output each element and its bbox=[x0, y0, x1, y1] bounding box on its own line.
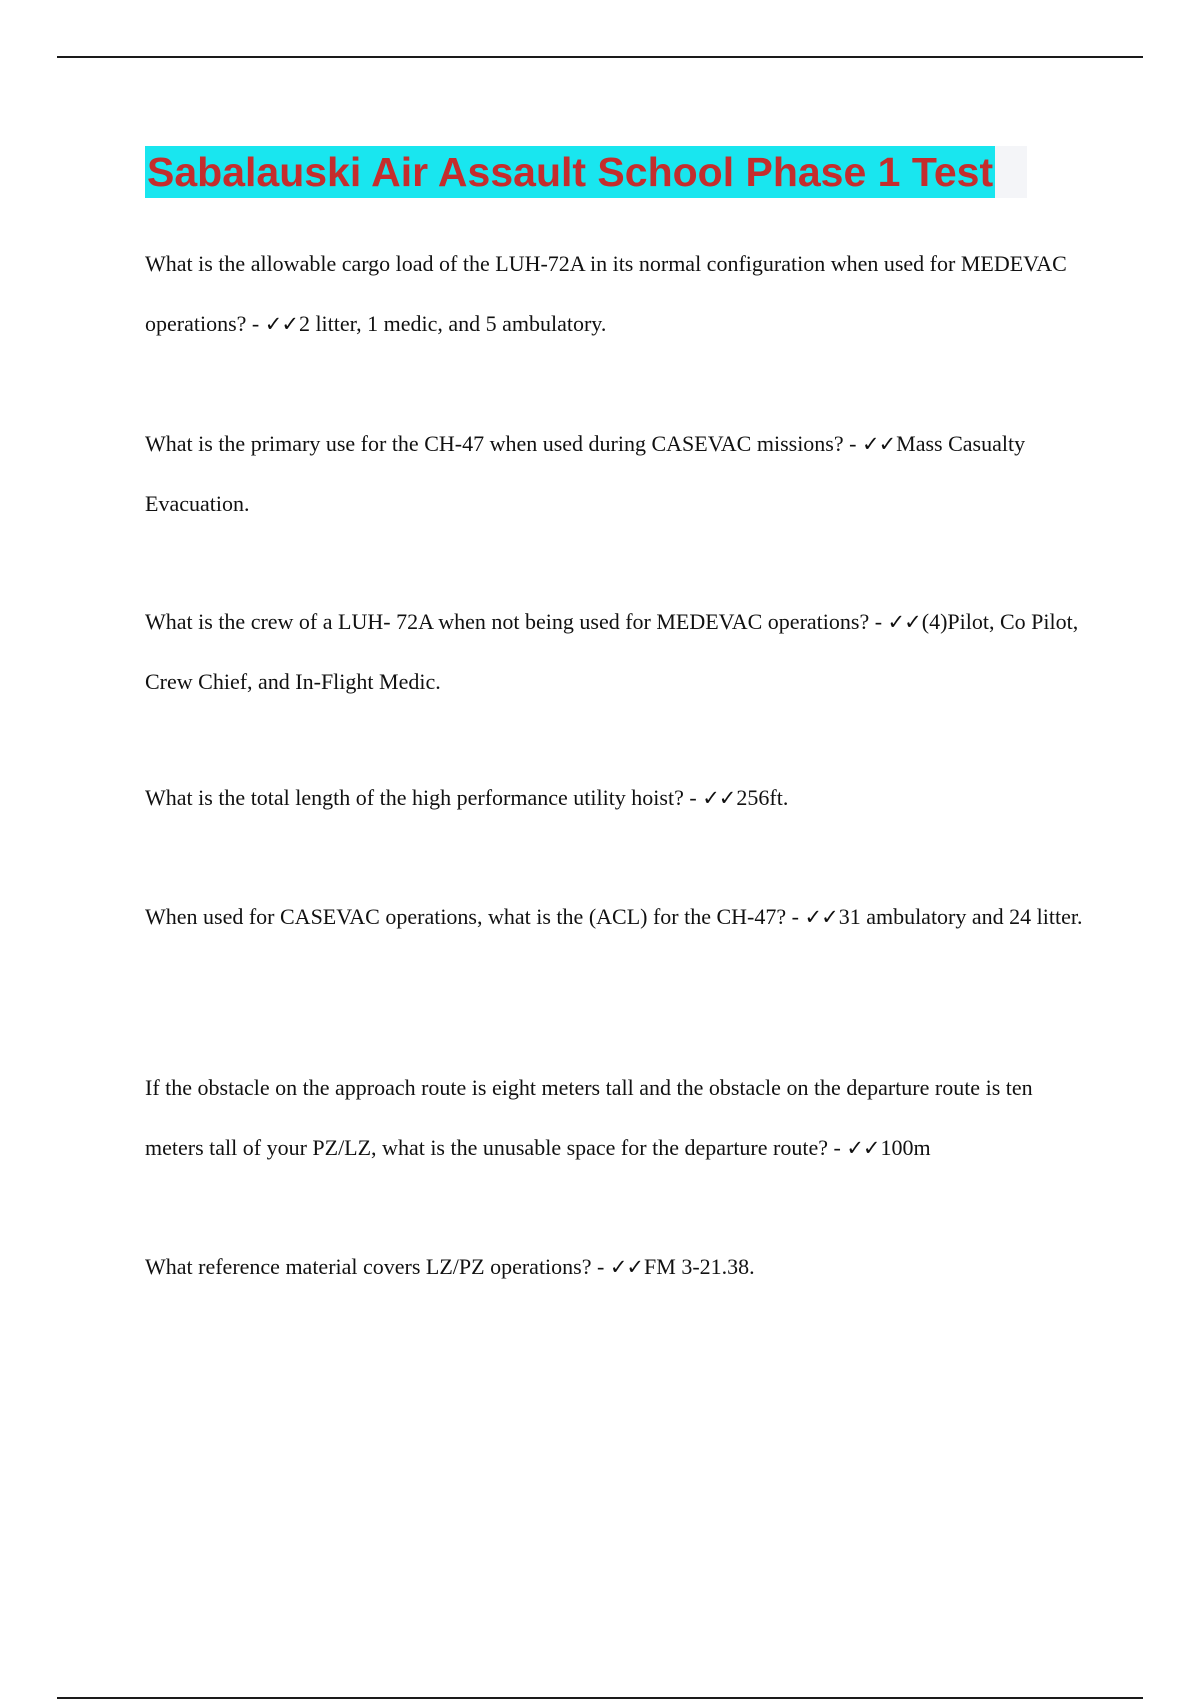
question-text: When used for CASEVAC operations, what is the (ACL) for the CH-47? - bbox=[145, 904, 805, 929]
qa-item bbox=[145, 768, 1095, 828]
page-title: Sabalauski Air Assault School Phase 1 Test bbox=[145, 146, 995, 198]
qa-item bbox=[145, 414, 1095, 534]
double-check-icon: ✓✓ bbox=[264, 312, 298, 336]
double-check-icon: ✓✓ bbox=[887, 610, 921, 634]
answer-text: 31 ambulatory and 24 litter. bbox=[838, 904, 1083, 929]
double-check-icon: ✓✓ bbox=[846, 1136, 880, 1160]
qa-item bbox=[145, 887, 1095, 947]
qa-item bbox=[145, 1058, 1095, 1178]
title-highlight-tail bbox=[995, 146, 1027, 198]
qa-item bbox=[145, 234, 1095, 354]
qa-item bbox=[145, 1237, 1095, 1297]
double-check-icon: ✓✓ bbox=[609, 1255, 644, 1279]
question-text: What is the primary use for the CH-47 when used during CASEVAC missions? - bbox=[145, 431, 862, 456]
question-text: What is the crew of a LUH- 72A when not being used for MEDEVAC operations? - bbox=[145, 609, 888, 634]
bottom-rule bbox=[57, 1697, 1143, 1699]
double-check-icon: ✓✓ bbox=[861, 432, 896, 456]
question-text: What is the allowable cargo load of the LUH-72A in its normal configuration when used for MEDEVAC operations? - bbox=[145, 251, 1067, 336]
answer-text: FM 3-21.38. bbox=[644, 1254, 755, 1279]
answer-text: 100m bbox=[880, 1135, 931, 1160]
answer-text: 2 litter, 1 medic, and 5 ambulatory. bbox=[298, 311, 607, 336]
double-check-icon: ✓✓ bbox=[804, 905, 838, 929]
question-text: What reference material covers LZ/PZ operations? - bbox=[145, 1254, 610, 1279]
qa-item bbox=[145, 592, 1095, 712]
question-text: What is the total length of the high performance utility hoist? - bbox=[145, 785, 703, 810]
title-block bbox=[145, 146, 1027, 198]
top-rule bbox=[57, 56, 1143, 58]
question-text: If the obstacle on the approach route is eight meters tall and the obstacle on the departure route is ten meters tall of your PZ/LZ, what is the unusable space for the departure route? - bbox=[145, 1075, 1033, 1160]
answer-text: 256ft. bbox=[736, 785, 789, 810]
double-check-icon: ✓✓ bbox=[702, 786, 736, 810]
answer-text: (4)Pilot, Co Pilot, Crew Chief, and In-Flight Medic. bbox=[145, 609, 1079, 694]
answer-text: Mass Casualty Evacuation. bbox=[145, 431, 1026, 516]
